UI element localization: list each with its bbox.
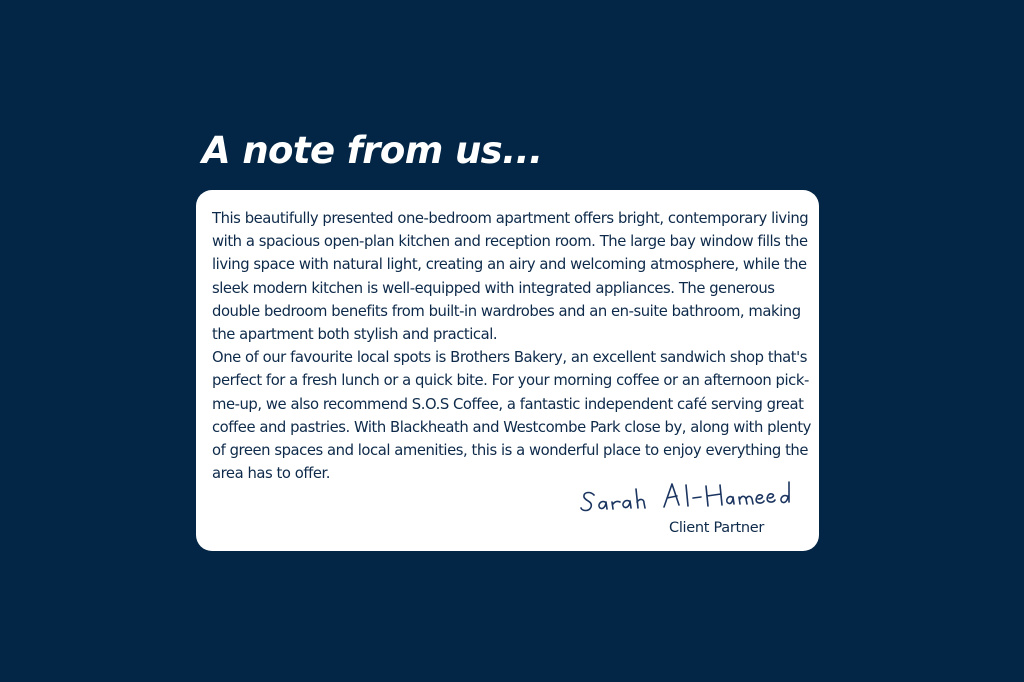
- note-card: [196, 190, 819, 551]
- handwritten-signature: [580, 480, 800, 520]
- note-body: [212, 207, 812, 485]
- note-paragraph-local-area: One of our favourite local spots is Brothers Bakery, an excellent sandwich shop that's perfect for a fresh lunch or a quick bite. For your morning coffee or an afternoon pick-me-up, we also recommend S.O.S Coffee, a fantastic independent café serving great coffee and pastries. With Blackheath and Westcombe Park close by, along with plenty of green spaces and local amenities, this is a wonderful place to enjoy everything the area has to offer.: [212, 349, 811, 483]
- page-heading: A note from us...: [202, 129, 543, 172]
- signature-role: Client Partner: [669, 520, 765, 536]
- note-paragraph-description: This beautifully presented one-bedroom apartment offers bright, contemporary living with a spacious open-plan kitchen and reception room. The large bay window fills the living space with natural light, creating an airy and welcoming atmosphere, while the sleek modern kitchen is well-equipped with integrated appliances. The generous double bedroom benefits from built-in wardrobes and an en-suite bathroom, making the apartment both stylish and practical.: [212, 210, 809, 344]
